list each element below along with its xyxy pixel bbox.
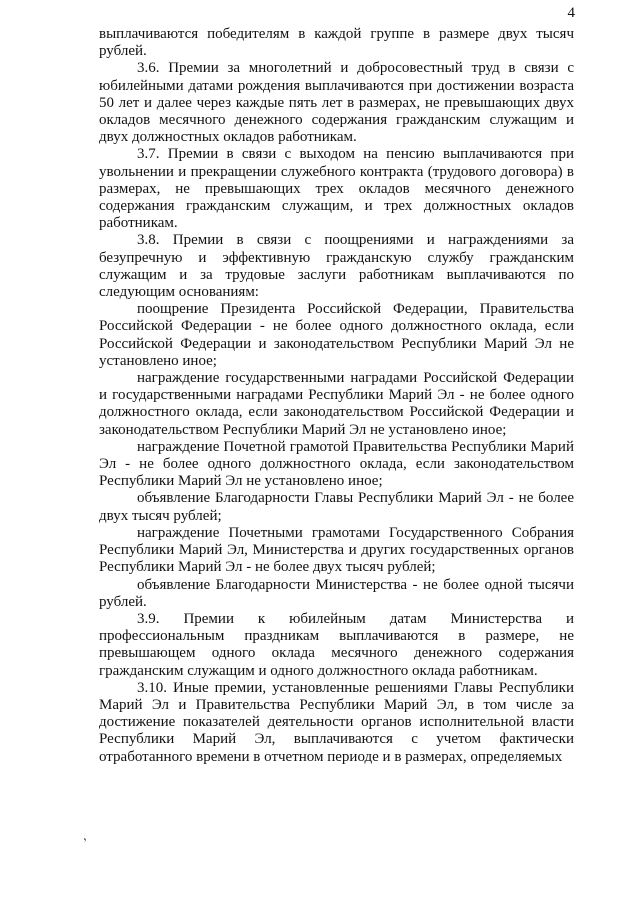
list-item-assembly-certificates: награждение Почетными грамотами Государственного Собрания Республики Марий Эл, Министерства и других государственных органов Республики Марий Эл - не более двух тысяч рублей; <box>99 524 574 576</box>
paragraph-3-7: 3.7. Премии в связи с выходом на пенсию выплачиваются при увольнении и прекращении служебного контракта (трудового договора) в размерах, не превышающих трех окладов месячного денежного содержания гражданским служащим, и трех должностных окладов работникам. <box>99 146 574 232</box>
list-item-government-certificate: награждение Почетной грамотой Правительства Республики Марий Эл - не более одного должностного оклада, если законодательством Республики Марий Эл не установлено иное; <box>99 438 574 490</box>
document-body <box>99 26 574 766</box>
list-item-head-gratitude: объявление Благодарности Главы Республики Марий Эл - не более двух тысяч рублей; <box>99 490 574 524</box>
list-item-state-awards: награждение государственными наградами Российской Федерации и государственными наградами Республики Марий Эл - не более одного должностного оклада, если законодательством Российской Федерации и законодательством Республики Марий Эл не установлено иное; <box>99 370 574 438</box>
paragraph-3-9: 3.9. Премии к юбилейным датам Министерства и профессиональным праздникам выплачиваются в размере, не превышающем одного оклада месячного денежного содержания гражданским служащим и одного должностного оклада работникам. <box>99 610 574 679</box>
page-number: 4 <box>567 5 575 21</box>
list-item-ministry-gratitude: объявление Благодарности Министерства - не более одной тысячи рублей. <box>99 576 574 610</box>
stray-pen-mark: ʼ <box>81 834 91 850</box>
paragraph-3-8: 3.8. Премии в связи с поощрениями и награждениями за безупречную и эффективную гражданскую службу гражданским служащим и за трудовые заслуги работникам выплачиваются по следующим основаниям: <box>99 232 574 301</box>
list-item-president-award: поощрение Президента Российской Федерации, Правительства Российской Федерации - не более одного должностного оклада, если Российской Федерации и законодательством Республики Марий Эл не установлено иное; <box>99 301 574 369</box>
paragraph-3-6: 3.6. Премии за многолетний и добросовестный труд в связи с юбилейными датами рождения выплачиваются при достижении возраста 50 лет и далее через каждые пять лет в размерах, не превышающих двух окладов месячного денежного содержания гражданским служащим и двух должностных окладов работникам. <box>99 60 574 146</box>
paragraph-continuation: выплачиваются победителям в каждой группе в размере двух тысяч рублей. <box>99 26 574 60</box>
paragraph-3-10: 3.10. Иные премии, установленные решениями Главы Республики Марий Эл и Правительства Республики Марий Эл, в том числе за достижение показателей деятельности органов исполнительной власти Республики Марий Эл, выплачиваются с учетом фактически отработанного времени в отчетном периоде и в размерах, определяемых <box>99 679 574 765</box>
